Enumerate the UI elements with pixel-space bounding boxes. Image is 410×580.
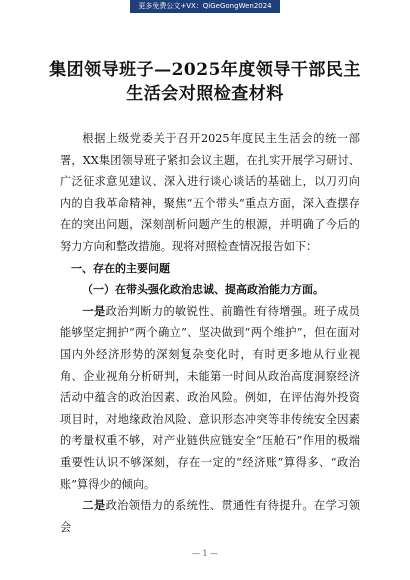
paragraph-1 (60, 301, 360, 495)
paragraph-2-lead: 二是 (82, 498, 106, 513)
paragraph-1-text: 政治判断力的敏锐性、前瞻性有待增强。班子成员能够坚定拥护“两个确立”、坚决做到“两个维护”，但在面对国内外经济形势的深刻复杂变化时，有时更多地从行业视角、企业视角分析研判，未能第一时间从政治高度洞察经济活动中蕴含的政治因素、政治风险。例如，在评估海外投资项目时，对地缘政治风险、意识形态冲突等非传统安全因素的考量权重不够，对产业链供应链安全“压舱石”作用的极端重要性认识不够深刻，存在一定的“经济账”算得多、“政治账”算得少的倾向。 (60, 304, 360, 491)
document-title (40, 58, 370, 106)
subsection-heading: （一）在带头强化政治忠诚、提高政治能力方面。 (82, 283, 324, 297)
paragraph-1-lead: 一是 (82, 303, 106, 318)
section-heading: 一、存在的主要问题 (71, 261, 170, 275)
page-number: — 1 — (191, 549, 219, 558)
paragraph-2 (60, 495, 360, 538)
paragraph-2-text: 政治领悟力的系统性、贯通性有待提升。在学习领会 (60, 499, 360, 534)
intro-paragraph: 根据上级党委关于召开2025年度民主生活会的统一部署，XX集团领导班子紧扣会议主题，在扎实开展学习研讨、广泛征求意见建议、深入进行谈心谈话的基础上，以刀刃向内的自我革命精神，聚焦“五个带头”重点方面，深入查摆存在的突出问题，深刻剖析问题产生的根源，并明确了今后的努力方向和整改措施。现将对照检查情况报告如下： (60, 132, 360, 253)
header-banner: 更多免费公文+VX：QiGeGongWen2024 (130, 0, 280, 13)
document-body (60, 128, 360, 538)
title-line-1: 集团领导班子—2025年度领导干部民主 (49, 60, 361, 80)
title-line-2: 生活会对照检查材料 (126, 84, 284, 104)
